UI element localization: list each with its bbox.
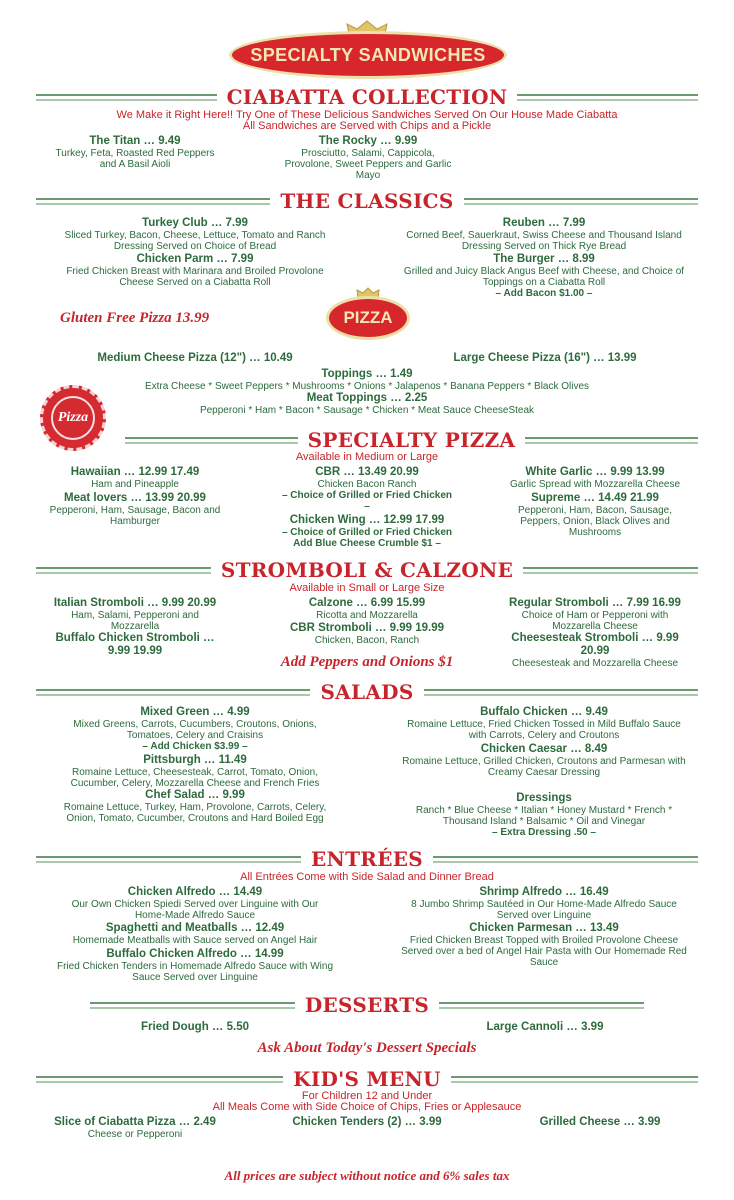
item-addon: – Extra Dressing .50 – <box>492 827 596 838</box>
item-desc: Romaine Lettuce, Cheesesteak, Carrot, Tomato, Onion, <box>71 767 319 778</box>
ciabatta-intro-1: We Make it Right Here!! Try One of These Delicious Sandwiches Served On Our House Made Ciabatta <box>116 109 618 121</box>
item-desc: Prosciutto, Salami, Cappicola, <box>301 148 435 159</box>
item-desc: Mayo <box>355 170 381 181</box>
classics-title: THE CLASSICS <box>280 189 454 213</box>
salads-header <box>0 680 734 704</box>
gluten-free-note: Gluten Free Pizza 13.99 <box>60 310 210 326</box>
item-desc: Chicken, Bacon, Ranch <box>314 635 420 646</box>
item-addon: – Add Bacon $1.00 – <box>495 288 593 299</box>
item-desc: Mozzarella <box>110 621 160 632</box>
item-addon: – Choice of Grilled or Fried Chicken <box>281 527 453 538</box>
item-name: Shrimp Alfredo … 16.49 <box>479 886 609 898</box>
item-desc: Pepperoni, Ham, Bacon, Sausage, <box>518 505 672 516</box>
item-desc: Choice of Ham or Pepperoni with <box>521 610 669 621</box>
item-desc: Home-Made Alfredo Sauce <box>134 910 256 921</box>
menu-item-kids-grilled-cheese <box>495 1116 705 1129</box>
kids-sub-1: For Children 12 and Under <box>301 1090 433 1102</box>
item-desc: Mozzarella Cheese <box>552 621 638 632</box>
menu-item-cbr-stromboli <box>262 622 472 646</box>
item-desc: Pepperoni, Ham, Sausage, Bacon and <box>49 505 221 516</box>
menu-item-chicken-parmesan <box>375 922 713 968</box>
item-desc: Fried Chicken Tenders in Homemade Alfredo Sauce with Wing <box>56 961 334 972</box>
item-name: CBR Stromboli … 9.99 19.99 <box>289 622 445 634</box>
menu-item-supreme <box>490 492 700 538</box>
item-name: Meat lovers … 13.99 20.99 <box>64 492 206 504</box>
menu-item-buffalo-alfredo <box>30 948 360 983</box>
item-desc: Dressing Served on Choice of Bread <box>113 241 277 252</box>
menu-item-reuben <box>375 217 713 252</box>
item-desc: Romaine Lettuce, Fried Chicken Tossed in Mild Buffalo Sauce <box>407 719 681 730</box>
item-addon: – Choice of Grilled or Fried Chicken <box>281 490 453 501</box>
item-name: Mixed Green … 4.99 <box>140 706 250 718</box>
item-addon: – Add Chicken $3.99 – <box>142 741 248 752</box>
menu-item-large-cannoli <box>450 1021 640 1034</box>
item-desc: Grilled and Juicy Black Angus Beef with Cheese, and Choice of <box>403 266 685 277</box>
menu-item-burger <box>375 253 713 299</box>
item-name: The Burger … 8.99 <box>493 253 595 265</box>
item-name: Large Cheese Pizza (16") … 13.99 <box>453 352 637 364</box>
item-desc: Sauce Served over Linguine <box>132 972 258 983</box>
item-name: White Garlic … 9.99 13.99 <box>525 466 665 478</box>
item-name: The Titan … 9.49 <box>89 135 181 147</box>
item-name: Chef Salad … 9.99 <box>145 789 245 801</box>
item-desc: Provolone, Sweet Peppers and Garlic <box>284 159 452 170</box>
add-peppers-note: Add Peppers and Onions $1 <box>280 654 454 670</box>
menu-item-italian-stromboli <box>30 597 240 632</box>
item-desc: Hamburger <box>109 516 161 527</box>
entrees-title: ENTRÉES <box>310 847 424 871</box>
item-name: Meat Toppings … 2.25 <box>306 392 428 404</box>
banner-title: SPECIALTY SANDWICHES <box>250 44 486 65</box>
item-desc: Sauce <box>529 957 559 968</box>
menu-item-white-garlic <box>490 466 700 490</box>
item-name: Buffalo Chicken Alfredo … 14.99 <box>106 948 284 960</box>
item-desc: Our Own Chicken Spiedi Served over Linguine with Our <box>71 899 319 910</box>
menu-item-cheesesteak-stromboli <box>490 632 700 669</box>
item-desc: Mushrooms <box>568 527 622 538</box>
item-desc: Fried Chicken Breast Topped with Broiled Provolone Cheese <box>409 935 679 946</box>
specialty-pizza-sub: Available in Medium or Large <box>295 451 439 463</box>
toppings-block <box>100 368 634 416</box>
item-desc: Corned Beef, Sauerkraut, Swiss Cheese and Thousand Island <box>406 230 682 241</box>
item-desc: Fried Chicken Breast with Marinara and Broiled Provolone <box>66 266 324 277</box>
kids-title: KID'S MENU <box>293 1067 441 1091</box>
menu-item-buffalo-salad <box>375 706 713 741</box>
menu-item-shrimp-alfredo <box>375 886 713 921</box>
menu-item-kids-pizza <box>30 1116 240 1140</box>
menu-item-chicken-wing-pizza <box>262 514 472 549</box>
menu-item-pittsburgh <box>30 754 360 789</box>
item-addon: – <box>364 501 370 512</box>
item-name: Large Cannoli … 3.99 <box>486 1021 604 1033</box>
item-addon: Add Blue Cheese Crumble $1 – <box>293 538 441 549</box>
item-name: Pittsburgh … 11.49 <box>143 754 247 766</box>
item-desc: Tomatoes, Celery and Craisins <box>126 730 264 741</box>
specialty-pizza-header <box>0 428 734 452</box>
specialty-sandwiches-banner <box>229 31 507 79</box>
item-name: Calzone … 6.99 15.99 <box>308 597 426 609</box>
item-desc: Cucumber, Celery, Mozzarella Cheese and French Fries <box>70 778 320 789</box>
desserts-header <box>0 993 734 1017</box>
menu-item-chef-salad <box>30 789 360 824</box>
item-desc: Ricotta and Mozzarella <box>316 610 418 621</box>
menu-item-titan <box>40 135 230 170</box>
item-name: Spaghetti and Meatballs … 12.49 <box>105 922 285 934</box>
item-desc: 8 Jumbo Shrimp Sautéed in Our Home-Made Alfredo Sauce <box>411 899 677 910</box>
dressings-block <box>375 792 713 838</box>
entrees-sub: All Entrées Come with Side Salad and Dinner Bread <box>240 871 494 883</box>
ciabatta-header <box>0 85 734 109</box>
salads-title: SALADS <box>320 680 414 704</box>
item-name: 20.99 <box>580 645 610 657</box>
item-name: Fried Dough … 5.50 <box>141 1021 249 1033</box>
item-name: Buffalo Chicken Stromboli … <box>55 632 215 644</box>
menu-item-fried-dough <box>100 1021 290 1034</box>
item-name: The Rocky … 9.99 <box>318 135 418 147</box>
menu-item-spaghetti <box>30 922 360 946</box>
menu-item-meat-lovers <box>30 492 240 527</box>
item-desc: Chicken Bacon Ranch <box>317 479 417 490</box>
menu-item-chicken-alfredo <box>30 886 360 921</box>
item-desc: Toppings on a Ciabatta Roll <box>482 277 606 288</box>
kids-sub-2: All Meals Come with Side Choice of Chips, Fries or Applesauce <box>212 1101 522 1113</box>
item-name: CBR … 13.49 20.99 <box>315 466 419 478</box>
pizza-badge <box>326 296 410 340</box>
item-desc: Served over Linguine <box>496 910 592 921</box>
desserts-title: DESSERTS <box>304 993 430 1017</box>
item-desc: Cheese Served on a Ciabatta Roll <box>119 277 271 288</box>
item-name: Supreme … 14.49 21.99 <box>531 492 659 504</box>
menu-item-buffalo-stromboli <box>30 632 240 658</box>
menu-item-chicken-parm <box>30 253 360 288</box>
pizza-badge-label: PIZZA <box>343 308 393 327</box>
item-desc: Romaine Lettuce, Grilled Chicken, Croutons and Parmesan with <box>402 756 686 767</box>
menu-item-mixed-green <box>30 706 360 752</box>
footer-note: All prices are subject without notice and 6% sales tax <box>224 1168 510 1183</box>
classics-header <box>0 189 734 213</box>
item-name: Dressings <box>516 792 572 804</box>
menu-item-turkey-club <box>30 217 360 252</box>
ciabatta-intro-2: All Sandwiches are Served with Chips and a Pickle <box>242 120 492 132</box>
item-name: Chicken Parm … 7.99 <box>136 253 254 265</box>
item-desc: Cheesesteak and Mozzarella Cheese <box>511 658 679 669</box>
item-name: Chicken Wing … 12.99 17.99 <box>289 514 445 526</box>
item-desc: Garlic Spread with Mozzarella Cheese <box>509 479 681 490</box>
item-desc: Creamy Caesar Dressing <box>487 767 601 778</box>
dessert-specials-note: Ask About Today's Dessert Specials <box>257 1040 477 1056</box>
item-name: Toppings … 1.49 <box>321 368 413 380</box>
menu-item-rocky <box>262 135 474 181</box>
item-desc: Sliced Turkey, Bacon, Cheese, Lettuce, Tomato and Ranch <box>64 230 326 241</box>
item-name: Buffalo Chicken … 9.49 <box>480 706 608 718</box>
stromboli-title: STROMBOLI & CALZONE <box>220 558 514 582</box>
item-name: Regular Stromboli … 7.99 16.99 <box>509 597 681 609</box>
item-desc: Thousand Island * Balsamic * Oil and Vinegar <box>442 816 646 827</box>
item-name: Chicken Parmesan … 13.49 <box>469 922 619 934</box>
item-desc: Served over a bed of Angel Hair Pasta with Our Homemade Red <box>401 946 687 957</box>
item-desc: Ham and Pineapple <box>91 479 179 490</box>
item-name: Turkey Club … 7.99 <box>142 217 248 229</box>
pizza-stamp-text: Pizza <box>51 396 95 440</box>
item-desc: Onion, Tomato, Cucumber, Croutons and Hard Boiled Egg <box>66 813 324 824</box>
menu-item-calzone <box>262 597 472 621</box>
item-desc: Pepperoni * Ham * Bacon * Sausage * Chicken * Meat Sauce CheeseSteak <box>199 405 535 416</box>
item-name: Chicken Caesar … 8.49 <box>480 743 608 755</box>
item-desc: Extra Cheese * Sweet Peppers * Mushrooms * Onions * Jalapenos * Banana Peppers * Black Olives <box>144 381 590 392</box>
item-name: Reuben … 7.99 <box>502 217 586 229</box>
menu-item-large-cheese-pizza <box>410 352 680 365</box>
item-name: Grilled Cheese … 3.99 <box>539 1116 661 1128</box>
item-desc: Dressing Served on Thick Rye Bread <box>461 241 627 252</box>
item-desc: Homemade Meatballs with Sauce served on Angel Hair <box>72 935 318 946</box>
item-desc: Romaine Lettuce, Turkey, Ham, Provolone, Carrots, Celery, <box>63 802 327 813</box>
item-name: Chicken Alfredo … 14.49 <box>127 886 263 898</box>
item-name: 9.99 19.99 <box>107 645 163 657</box>
kids-header <box>0 1067 734 1091</box>
item-desc: Mixed Greens, Carrots, Cucumbers, Croutons, Onions, <box>73 719 317 730</box>
menu-item-regular-stromboli <box>490 597 700 632</box>
item-desc: and A Basil Aioli <box>99 159 171 170</box>
menu-item-chicken-caesar <box>375 743 713 778</box>
item-desc: Turkey, Feta, Roasted Red Peppers <box>55 148 215 159</box>
item-name: Slice of Ciabatta Pizza … 2.49 <box>54 1116 216 1128</box>
entrees-header <box>0 847 734 871</box>
item-desc: Cheese or Pepperoni <box>87 1129 183 1140</box>
item-desc: Ranch * Blue Cheese * Italian * Honey Mustard * French * <box>415 805 673 816</box>
item-name: Italian Stromboli … 9.99 20.99 <box>53 597 217 609</box>
item-name: Chicken Tenders (2) … 3.99 <box>292 1116 442 1128</box>
item-desc: Ham, Salami, Pepperoni and <box>71 610 199 621</box>
item-desc: with Carrots, Celery and Croutons <box>468 730 620 741</box>
item-name: Medium Cheese Pizza (12") … 10.49 <box>97 352 293 364</box>
stromboli-header <box>0 558 734 582</box>
stromboli-sub: Available in Small or Large Size <box>289 582 445 594</box>
ciabatta-title: CIABATTA COLLECTION <box>226 85 508 109</box>
item-desc: Peppers, Onion, Black Olives and <box>520 516 670 527</box>
menu-item-hawaiian <box>30 466 240 490</box>
menu-item-cbr-pizza <box>262 466 472 512</box>
item-name: Cheesesteak Stromboli … 9.99 <box>511 632 679 644</box>
menu-item-medium-cheese-pizza <box>60 352 330 365</box>
item-name: Hawaiian … 12.99 17.49 <box>70 466 200 478</box>
menu-item-kids-tenders <box>262 1116 472 1129</box>
specialty-pizza-title: SPECIALTY PIZZA <box>307 428 516 452</box>
